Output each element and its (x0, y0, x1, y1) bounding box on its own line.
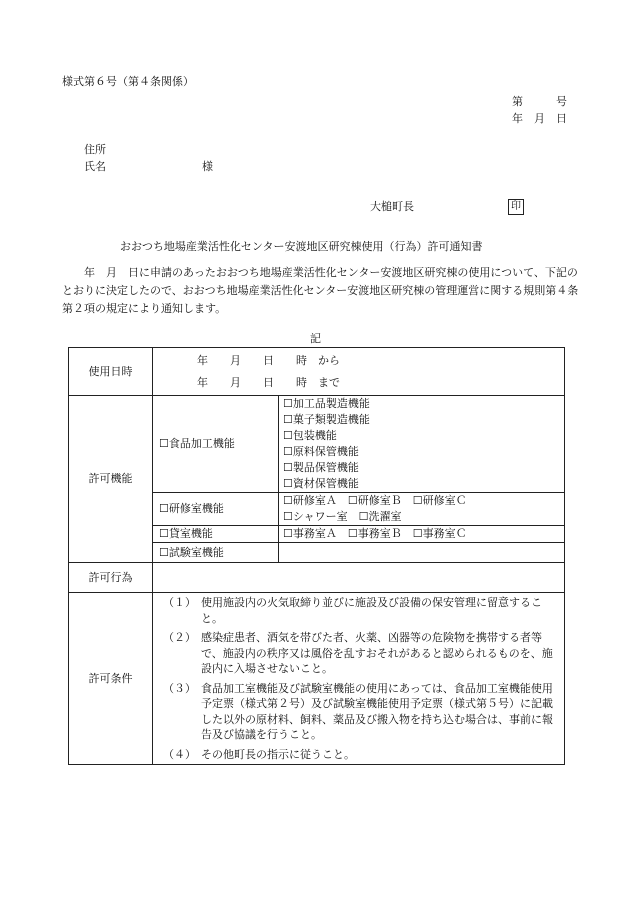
seal-stamp: 印 (508, 199, 524, 215)
training-options-cell (279, 493, 565, 526)
document-date: 年 月 日 (512, 112, 567, 125)
training-option: ☐研修室Ａ ☐研修室Ｂ ☐研修室Ｃ (283, 494, 467, 507)
condition-number: （４） (163, 747, 196, 761)
test-options-cell (279, 543, 565, 563)
food-option: ☐資材保管機能 (283, 477, 359, 490)
permit-table (68, 347, 565, 765)
usage-date-to: 年 月 日 時 まで (197, 375, 340, 389)
food-function-row (69, 396, 565, 493)
food-option: ☐菓子類製造機能 (283, 413, 370, 426)
condition-item (153, 679, 564, 745)
test-function-label: ☐試験室機能 (153, 543, 279, 563)
form-number: 様式第６号（第４条関係） (62, 75, 194, 88)
name-label: 氏名 (84, 160, 106, 173)
address-label: 住所 (84, 143, 106, 156)
condition-text: 感染症患者、酒気を帯びた者、火薬、凶器等の危険物を携帯する者等で、施設内の秩序又は風俗を乱すおそれがあると認められるものを、施設内に入場させないこと。 (201, 631, 553, 675)
permitted-functions-label: 許可機能 (69, 396, 153, 563)
conditions-label: 許可条件 (69, 593, 153, 765)
training-function-label: ☐研修室機能 (153, 493, 279, 526)
food-option: ☐製品保管機能 (283, 461, 359, 474)
condition-number: （２） (163, 631, 196, 644)
training-option: ☐シャワー室 ☐洗濯室 (283, 510, 402, 523)
usage-date-label: 使用日時 (69, 348, 153, 396)
permitted-acts-row (69, 563, 565, 593)
permitted-acts-label: 許可行為 (69, 563, 153, 593)
rental-option: ☐事務室Ａ ☐事務室Ｂ ☐事務室Ｃ (283, 527, 467, 540)
usage-date-cell (153, 348, 565, 396)
condition-number: （３） (163, 681, 196, 695)
condition-number: （１） (163, 596, 196, 609)
condition-text: その他町長の指示に従うこと。 (201, 747, 355, 761)
document-title: おおつち地場産業活性化センター安渡地区研究棟使用（行為）許可通知書 (120, 240, 483, 253)
rental-function-label: ☐貸室機能 (153, 526, 279, 543)
rental-options-cell (279, 526, 565, 543)
usage-date-row (69, 348, 565, 396)
condition-item (153, 628, 564, 679)
condition-text: 使用施設内の火気取締り並びに施設及び設備の保安管理に留意すること。 (201, 596, 542, 625)
condition-item (153, 593, 564, 628)
condition-text: 食品加工室機能及び試験室機能の使用にあっては、食品加工室機能使用予定票（様式第２号）及び試験室機能使用予定票（様式第５号）に記載した以外の原材料、飼料、薬品及び搬入物を持ち込む場合は、事前に報告及び協議を行うこと。 (201, 681, 553, 741)
issuer-title: 大槌町長 (370, 200, 414, 213)
conditions-cell (153, 593, 565, 765)
condition-item (153, 745, 564, 765)
ki-label: 記 (310, 332, 321, 345)
honorific: 様 (202, 160, 213, 173)
conditions-row (69, 593, 565, 765)
food-options-cell (279, 396, 565, 493)
usage-date-from: 年 月 日 時 から (197, 353, 340, 367)
food-function-label: ☐食品加工機能 (153, 396, 279, 493)
food-option: ☐包装機能 (283, 429, 337, 442)
food-option: ☐加工品製造機能 (283, 397, 370, 410)
permitted-acts-cell (153, 563, 565, 593)
body-paragraph: 年 月 日に申請のあったおおつち地場産業活性化センター安渡地区研究棟の使用について、下記のとおりに決定したので、おおつち地場産業活性化センター安渡地区研究棟の管理運営に関する規則第４条第２項の規定により通知します。 (62, 266, 579, 315)
food-option: ☐原料保管機能 (283, 445, 359, 458)
document-number: 第 号 (512, 95, 567, 108)
